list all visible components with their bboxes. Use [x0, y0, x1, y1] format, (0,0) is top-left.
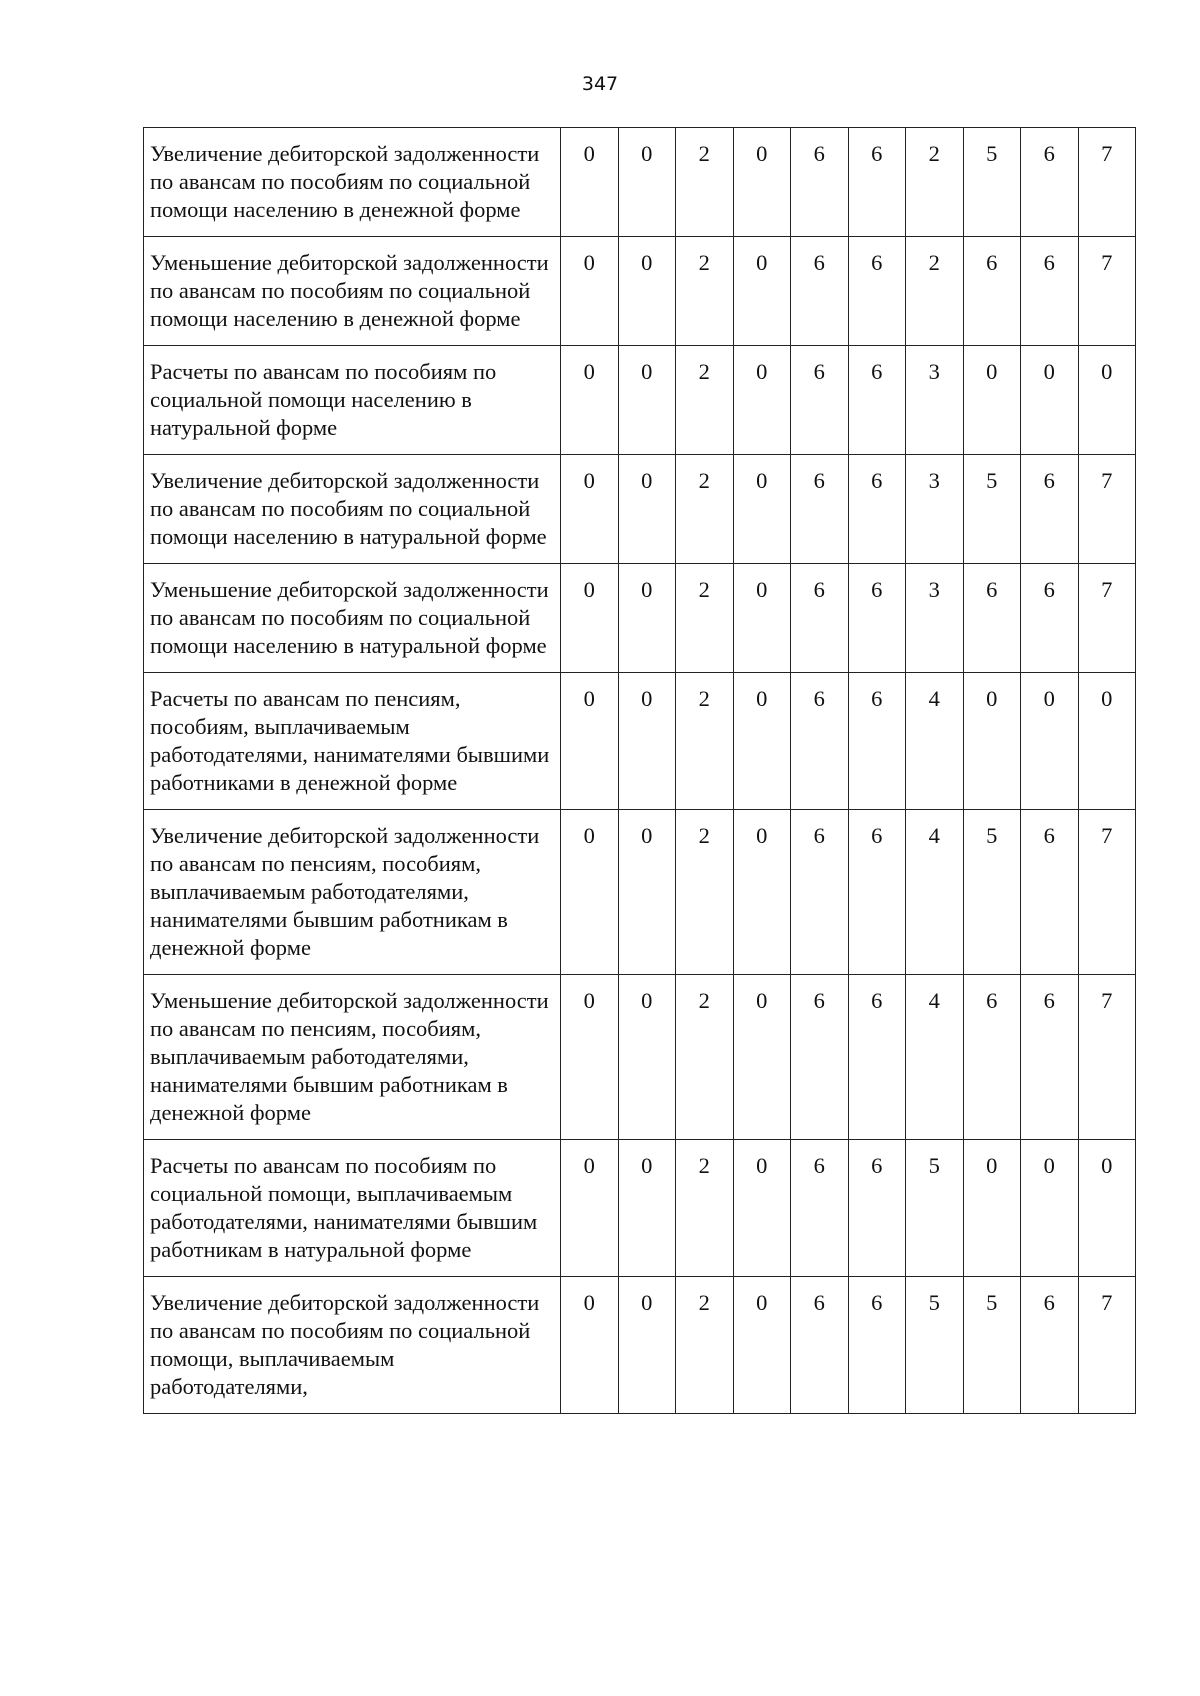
code-digit: 4 [906, 673, 964, 810]
code-digit: 0 [733, 455, 791, 564]
code-digit: 6 [1021, 237, 1079, 346]
code-digit: 6 [791, 975, 849, 1140]
code-digit: 6 [848, 237, 906, 346]
code-digit: 0 [733, 1277, 791, 1414]
code-digit: 6 [963, 975, 1021, 1140]
code-digit: 6 [791, 1277, 849, 1414]
code-digit: 7 [1078, 1277, 1136, 1414]
code-digit: 0 [561, 237, 619, 346]
code-digit: 0 [618, 810, 676, 975]
table-row [144, 810, 1136, 975]
page-number: 347 [581, 73, 619, 95]
code-digit: 6 [848, 128, 906, 237]
code-digit: 2 [676, 564, 734, 673]
code-digit: 0 [1078, 673, 1136, 810]
code-digit: 2 [676, 128, 734, 237]
code-digit: 4 [906, 810, 964, 975]
code-digit: 0 [561, 810, 619, 975]
code-digit: 0 [1021, 1140, 1079, 1277]
code-digit: 0 [561, 128, 619, 237]
row-description: Увеличение дебиторской задолженности по авансам по пособиям по социальной помощи населению в денежной форме [144, 128, 561, 237]
code-digit: 0 [618, 673, 676, 810]
code-digit: 5 [963, 810, 1021, 975]
code-digit: 0 [1021, 673, 1079, 810]
code-digit: 0 [561, 975, 619, 1140]
table-row [144, 128, 1136, 237]
code-digit: 6 [1021, 975, 1079, 1140]
code-digit: 0 [733, 346, 791, 455]
table-row [144, 455, 1136, 564]
row-description: Увеличение дебиторской задолженности по авансам по пенсиям, пособиям, выплачиваемым работодателями, нанимателями бывшим работникам в денежной форме [144, 810, 561, 975]
code-digit: 0 [733, 128, 791, 237]
code-digit: 6 [791, 1140, 849, 1277]
table-row [144, 1277, 1136, 1414]
code-digit: 0 [963, 346, 1021, 455]
table-row [144, 1140, 1136, 1277]
code-digit: 6 [791, 673, 849, 810]
code-digit: 6 [848, 673, 906, 810]
table-row [144, 975, 1136, 1140]
code-digit: 6 [1021, 564, 1079, 673]
code-digit: 3 [906, 346, 964, 455]
code-digit: 6 [1021, 128, 1079, 237]
code-digit: 2 [676, 975, 734, 1140]
code-digit: 6 [963, 564, 1021, 673]
code-digit: 6 [791, 237, 849, 346]
code-digit: 0 [618, 237, 676, 346]
code-digit: 2 [676, 455, 734, 564]
code-digit: 7 [1078, 455, 1136, 564]
row-description: Расчеты по авансам по пособиям по социальной помощи, выплачиваемым работодателями, нанимателями бывшим работникам в натуральной форме [144, 1140, 561, 1277]
code-digit: 2 [906, 237, 964, 346]
table-row [144, 673, 1136, 810]
code-digit: 6 [963, 237, 1021, 346]
code-digit: 0 [561, 346, 619, 455]
code-digit: 0 [963, 1140, 1021, 1277]
table-row [144, 346, 1136, 455]
code-digit: 2 [676, 346, 734, 455]
code-digit: 0 [561, 1277, 619, 1414]
row-description: Уменьшение дебиторской задолженности по авансам по пособиям по социальной помощи населению в денежной форме [144, 237, 561, 346]
code-digit: 2 [676, 1140, 734, 1277]
code-digit: 0 [618, 975, 676, 1140]
code-digit: 0 [733, 810, 791, 975]
code-digit: 7 [1078, 810, 1136, 975]
code-digit: 6 [848, 1277, 906, 1414]
code-digit: 0 [733, 564, 791, 673]
code-digit: 0 [561, 564, 619, 673]
code-digit: 0 [963, 673, 1021, 810]
account-codes-table [143, 127, 1136, 1414]
code-digit: 6 [848, 455, 906, 564]
code-digit: 6 [1021, 455, 1079, 564]
code-digit: 6 [1021, 1277, 1079, 1414]
code-digit: 0 [618, 1277, 676, 1414]
code-digit: 0 [561, 455, 619, 564]
code-digit: 0 [1021, 346, 1079, 455]
code-digit: 0 [618, 346, 676, 455]
code-digit: 0 [733, 237, 791, 346]
code-digit: 2 [676, 673, 734, 810]
code-digit: 3 [906, 455, 964, 564]
table-row [144, 564, 1136, 673]
row-description: Уменьшение дебиторской задолженности по авансам по пенсиям, пособиям, выплачиваемым работодателями, нанимателями бывшим работникам в денежной форме [144, 975, 561, 1140]
row-description: Увеличение дебиторской задолженности по авансам по пособиям по социальной помощи, выплачиваемым работодателями, [144, 1277, 561, 1414]
code-digit: 0 [1078, 346, 1136, 455]
code-digit: 6 [1021, 810, 1079, 975]
code-digit: 6 [791, 564, 849, 673]
code-digit: 7 [1078, 237, 1136, 346]
code-digit: 6 [848, 975, 906, 1140]
code-digit: 6 [848, 810, 906, 975]
code-digit: 0 [618, 564, 676, 673]
code-digit: 5 [906, 1140, 964, 1277]
code-digit: 0 [733, 673, 791, 810]
code-digit: 0 [618, 128, 676, 237]
code-digit: 2 [676, 237, 734, 346]
code-digit: 0 [618, 455, 676, 564]
code-digit: 6 [848, 1140, 906, 1277]
code-digit: 5 [963, 455, 1021, 564]
row-description: Расчеты по авансам по пособиям по социальной помощи населению в натуральной форме [144, 346, 561, 455]
code-digit: 7 [1078, 564, 1136, 673]
code-digit: 0 [561, 1140, 619, 1277]
code-digit: 6 [791, 128, 849, 237]
code-digit: 6 [791, 810, 849, 975]
code-digit: 5 [963, 128, 1021, 237]
code-digit: 7 [1078, 975, 1136, 1140]
code-digit: 0 [561, 673, 619, 810]
row-description: Уменьшение дебиторской задолженности по авансам по пособиям по социальной помощи населению в натуральной форме [144, 564, 561, 673]
code-digit: 7 [1078, 128, 1136, 237]
code-digit: 6 [791, 346, 849, 455]
code-digit: 6 [791, 455, 849, 564]
code-digit: 0 [733, 975, 791, 1140]
code-digit: 0 [618, 1140, 676, 1277]
code-digit: 0 [733, 1140, 791, 1277]
code-digit: 6 [848, 564, 906, 673]
code-digit: 2 [906, 128, 964, 237]
code-digit: 2 [676, 810, 734, 975]
table-body [144, 128, 1136, 1414]
table-row [144, 237, 1136, 346]
code-digit: 5 [906, 1277, 964, 1414]
code-digit: 4 [906, 975, 964, 1140]
code-digit: 5 [963, 1277, 1021, 1414]
code-digit: 0 [1078, 1140, 1136, 1277]
code-digit: 3 [906, 564, 964, 673]
code-digit: 2 [676, 1277, 734, 1414]
row-description: Расчеты по авансам по пенсиям, пособиям, выплачиваемым работодателями, нанимателями бывшими работниками в денежной форме [144, 673, 561, 810]
code-digit: 6 [848, 346, 906, 455]
row-description: Увеличение дебиторской задолженности по авансам по пособиям по социальной помощи населению в натуральной форме [144, 455, 561, 564]
